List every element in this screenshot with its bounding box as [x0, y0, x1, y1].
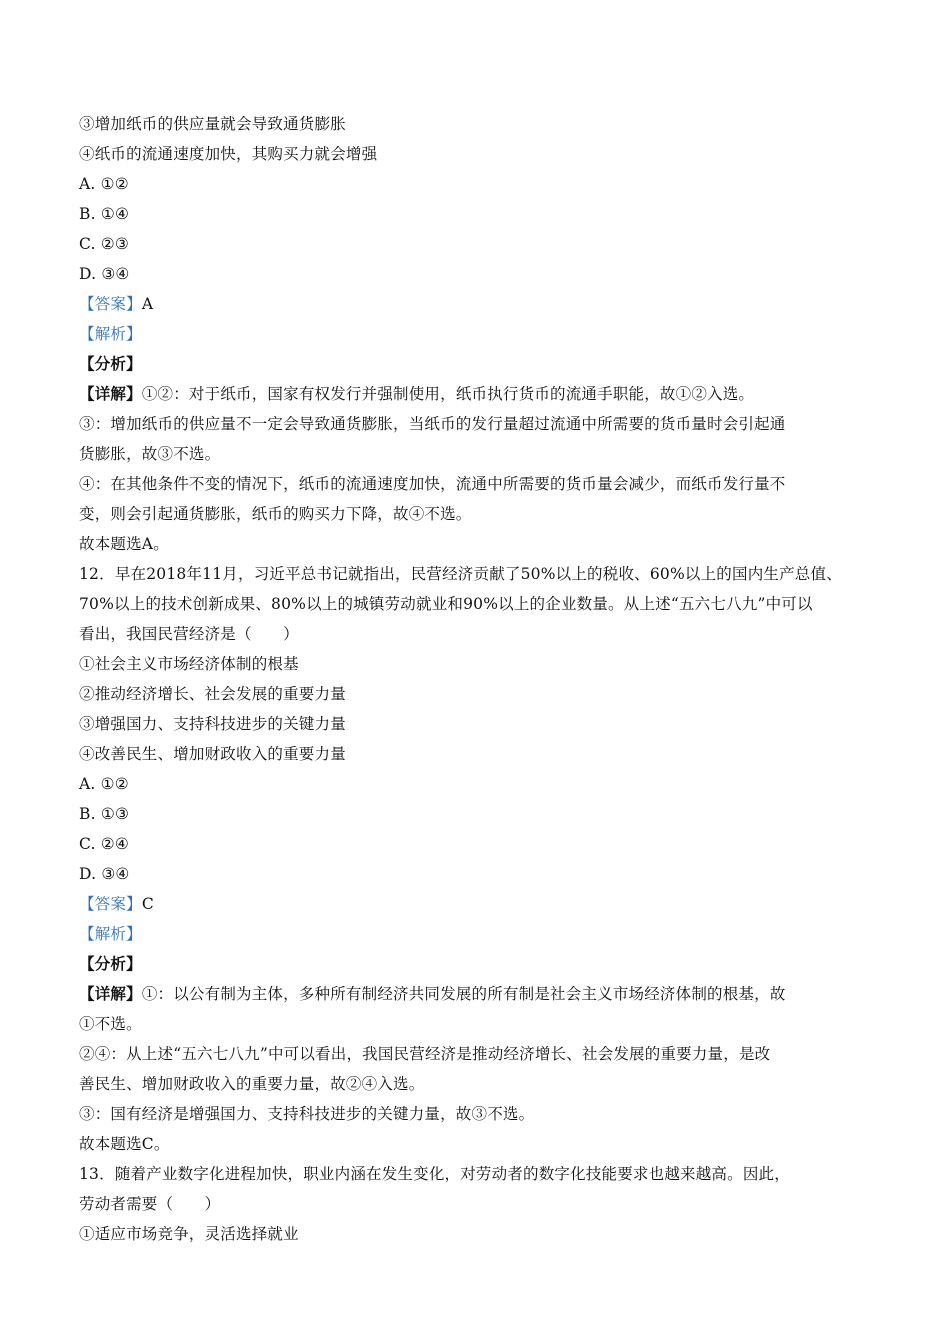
answer-tag: 【答案】: [79, 295, 142, 313]
answer-value: C: [141, 895, 154, 913]
q11-detail-2b: 货膨胀，故③不选。: [79, 445, 221, 463]
q12-fenxi-tag: 【分析】: [79, 954, 142, 973]
q13-stem-2: 劳动者需要（ ）: [79, 1195, 221, 1213]
answer-value: A: [141, 295, 154, 313]
detail-tag: 【详解】: [79, 384, 142, 403]
q12-option-a: A. ①②: [79, 775, 129, 793]
q12-statement-2: ②推动经济增长、社会发展的重要力量: [79, 685, 346, 703]
q11-detail-2a: ③：增加纸币的供应量不一定会导致通货膨胀，当纸币的发行量超过流通中所需要的货币量时会引起通: [79, 415, 786, 433]
detail-text: ①：以公有制为主体，多种所有制经济共同发展的所有制是社会主义市场经济体制的根基，故: [141, 985, 786, 1003]
q11-detail-1: [79, 379, 890, 409]
q13-stem-1: 13．随着产业数字化进程加快，职业内涵在发生变化，对劳动者的数字化技能要求也越来越高。因此，: [79, 1165, 790, 1183]
q12-detail-2a: ②④：从上述“五六七八九”中可以看出，我国民营经济是推动经济增长、社会发展的重要力量，是改: [79, 1045, 771, 1063]
q13-statement-1: ①适应市场竞争，灵活选择就业: [79, 1225, 299, 1243]
q12-stem-2: 70%以上的技术创新成果、80%以上的城镇劳动就业和90%以上的企业数量。从上述“五六七八九”中可以: [79, 595, 813, 613]
q12-detail-1a: [79, 979, 890, 1009]
q12-conclusion: 故本题选C。: [79, 1135, 170, 1153]
q11-option-a: A. ①②: [79, 175, 129, 193]
q12-option-b: B. ①③: [79, 805, 130, 823]
q11-analysis-tag: 【解析】: [79, 325, 142, 343]
q11-fenxi-tag: 【分析】: [79, 354, 142, 373]
q12-statement-4: ④改善民生、增加财政收入的重要力量: [79, 745, 346, 763]
q12-detail-3: ③：国有经济是增强国力、支持科技进步的关键力量，故③不选。: [79, 1105, 535, 1123]
q11-detail-3b: 变，则会引起通货膨胀，纸币的购买力下降，故④不选。: [79, 505, 472, 523]
q11-conclusion: 故本题选A。: [79, 535, 169, 553]
q12-option-d: D. ③④: [79, 865, 130, 883]
q11-statement-3: ③增加纸币的供应量就会导致通货膨胀: [79, 115, 346, 133]
detail-text: ①②：对于纸币，国家有权发行并强制使用，纸币执行货币的流通手职能，故①②入选。: [141, 385, 755, 403]
q12-detail-2b: 善民生、增加财政收入的重要力量，故②④入选。: [79, 1075, 425, 1093]
q11-answer: [79, 289, 890, 319]
q12-option-c: C. ②④: [79, 835, 129, 853]
q12-statement-3: ③增强国力、支持科技进步的关键力量: [79, 715, 346, 733]
q12-stem-1: 12．早在2018年11月，习近平总书记就指出，民营经济贡献了50%以上的税收、60%以上的国内生产总值、: [79, 565, 842, 583]
q12-analysis-tag: 【解析】: [79, 925, 142, 943]
q11-option-d: D. ③④: [79, 265, 130, 283]
q12-detail-1b: ①不选。: [79, 1015, 142, 1033]
q12-answer: [79, 889, 890, 919]
q11-option-c: C. ②③: [79, 235, 129, 253]
q12-statement-1: ①社会主义市场经济体制的根基: [79, 655, 299, 673]
q12-stem-3: 看出，我国民营经济是（ ）: [79, 625, 299, 643]
detail-tag: 【详解】: [79, 984, 142, 1003]
answer-tag: 【答案】: [79, 895, 142, 913]
q11-option-b: B. ①④: [79, 205, 130, 223]
q11-detail-3a: ④：在其他条件不变的情况下，纸币的流通速度加快，流通中所需要的货币量会减少，而纸币发行量不: [79, 475, 786, 493]
q11-statement-4: ④纸币的流通速度加快，其购买力就会增强: [79, 145, 378, 163]
